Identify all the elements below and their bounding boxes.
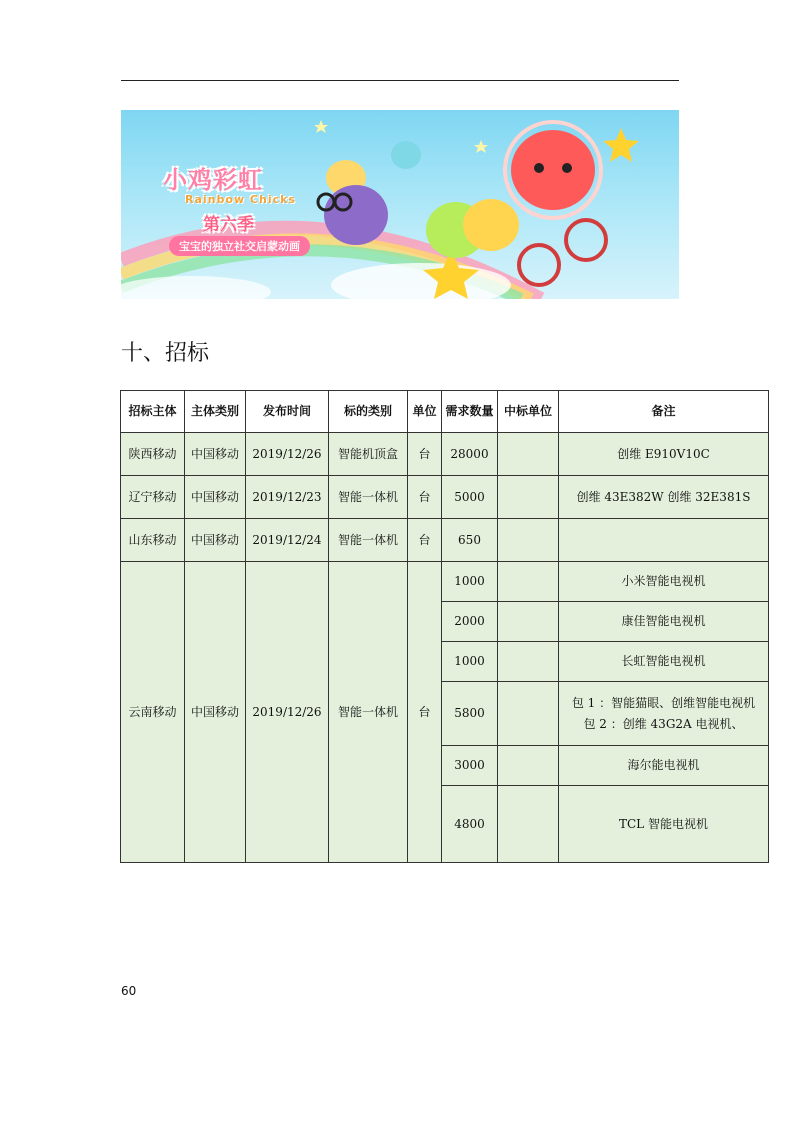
- qty-cell: 5800: [442, 682, 498, 746]
- banner-tagline: 宝宝的独立社交启蒙动画: [169, 236, 310, 256]
- table-row: [121, 519, 769, 562]
- header-cell: 备注: [559, 391, 769, 433]
- type-cell: 中国移动: [185, 562, 246, 863]
- note-cell: 长虹智能电视机: [559, 642, 769, 682]
- winner-cell: [498, 786, 559, 863]
- winner-cell: [498, 476, 559, 519]
- unit-cell: 台: [408, 433, 442, 476]
- qty-cell: 1000: [442, 642, 498, 682]
- table-row: [121, 476, 769, 519]
- note-line: 包 1 ：智能猫眼、创维智能电视机: [571, 695, 756, 710]
- unit-cell: 台: [408, 519, 442, 562]
- banner-logo-title: 小鸡彩虹: [163, 166, 263, 194]
- qty-cell: 650: [442, 519, 498, 562]
- note-cell: 海尔能电视机: [559, 746, 769, 786]
- header-cell: 主体类别: [185, 391, 246, 433]
- unit-cell: 台: [408, 476, 442, 519]
- note-cell: [559, 682, 769, 746]
- unit-cell: 台: [408, 562, 442, 863]
- note-cell: 创维 43E382W 创维 32E381S: [559, 476, 769, 519]
- note-line: 包 2 ：创维 43G2A 电视机、: [583, 716, 744, 731]
- winner-cell: [498, 519, 559, 562]
- header-cell: 招标主体: [121, 391, 185, 433]
- date-cell: 2019/12/26: [246, 433, 329, 476]
- qty-cell: 3000: [442, 746, 498, 786]
- date-cell: 2019/12/23: [246, 476, 329, 519]
- qty-cell: 4800: [442, 786, 498, 863]
- category-cell: 智能机顶盒: [329, 433, 408, 476]
- date-cell: 2019/12/24: [246, 519, 329, 562]
- header-rule: [121, 80, 679, 81]
- winner-cell: [498, 642, 559, 682]
- note-cell: 康佳智能电视机: [559, 602, 769, 642]
- entity-cell: 陕西移动: [121, 433, 185, 476]
- header-cell: 发布时间: [246, 391, 329, 433]
- winner-cell: [498, 602, 559, 642]
- note-cell: 小米智能电视机: [559, 562, 769, 602]
- entity-cell: 云南移动: [121, 562, 185, 863]
- header-cell: 标的类别: [329, 391, 408, 433]
- qty-cell: 2000: [442, 602, 498, 642]
- winner-cell: [498, 562, 559, 602]
- winner-cell: [498, 433, 559, 476]
- note-cell: [559, 519, 769, 562]
- type-cell: 中国移动: [185, 519, 246, 562]
- type-cell: 中国移动: [185, 433, 246, 476]
- header-cell: 单位: [408, 391, 442, 433]
- qty-cell: 28000: [442, 433, 498, 476]
- banner-season: 第六季: [203, 215, 254, 235]
- qty-cell: 5000: [442, 476, 498, 519]
- category-cell: 智能一体机: [329, 519, 408, 562]
- category-cell: 智能一体机: [329, 476, 408, 519]
- cartoon-banner-image: [121, 110, 679, 299]
- table-row: [121, 562, 769, 602]
- page-number: 60: [121, 984, 137, 998]
- category-cell: 智能一体机: [329, 562, 408, 863]
- section-heading: 十、招标: [121, 341, 210, 366]
- winner-cell: [498, 682, 559, 746]
- date-cell: 2019/12/26: [246, 562, 329, 863]
- winner-cell: [498, 746, 559, 786]
- entity-cell: 辽宁移动: [121, 476, 185, 519]
- header-cell: 需求数量: [442, 391, 498, 433]
- tender-table: [120, 390, 769, 863]
- type-cell: 中国移动: [185, 476, 246, 519]
- table-row: [121, 433, 769, 476]
- note-cell: 创维 E910V10C: [559, 433, 769, 476]
- banner-logo-subtitle: Rainbow Chicks: [185, 193, 296, 206]
- note-cell: TCL 智能电视机: [559, 786, 769, 863]
- qty-cell: 1000: [442, 562, 498, 602]
- table-header-row: [121, 391, 769, 433]
- header-cell: 中标单位: [498, 391, 559, 433]
- entity-cell: 山东移动: [121, 519, 185, 562]
